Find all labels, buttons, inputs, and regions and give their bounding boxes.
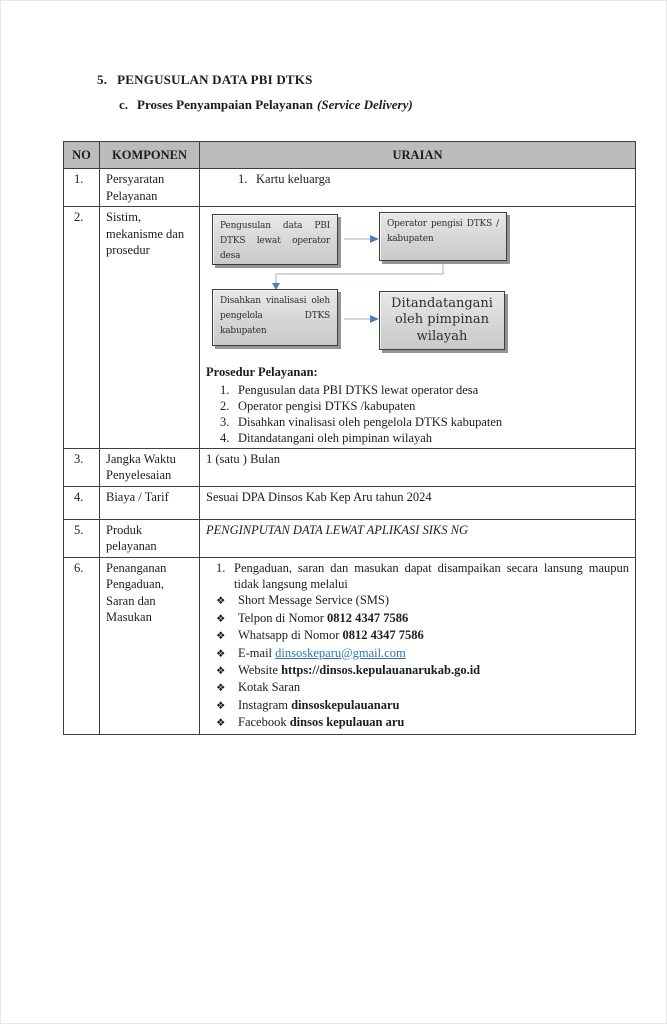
subsection-title <box>137 97 413 113</box>
list-item <box>216 560 629 593</box>
contact-label: Whatsapp di Nomor <box>238 628 343 643</box>
uraian-cell: PENGINPUTAN DATA LEWAT APLIKASI SIKS NG <box>200 519 636 557</box>
komponen-cell: Penanganan Pengaduan, Saran dan Masukan <box>100 557 200 734</box>
diamond-bullet-icon: ❖ <box>216 647 226 660</box>
table-row-sistim <box>64 207 636 449</box>
contact-value: dinsos kepulauan aru <box>289 715 405 730</box>
contact-text <box>238 662 480 679</box>
list-item-text: Pengaduan, saran dan masukan dapat disampaikan secara lansung maupun tidak langsung melalui <box>234 560 629 591</box>
prosedur-steps <box>206 382 629 446</box>
komponen-cell: Produk pelayanan <box>100 519 200 557</box>
row-number: 5. <box>64 519 100 557</box>
email-link[interactable]: dinsoskeparu@gmail.com <box>275 645 406 660</box>
komponen-cell: Persyaratan Pelayanan <box>100 169 200 207</box>
flow-box-pengusulan: Pengusulan data PBI DTKS lewat operator desa <box>212 214 338 265</box>
list-item-number: 1. <box>220 382 230 397</box>
contact-item-whatsapp <box>216 627 629 644</box>
table-row-penanganan <box>64 557 636 734</box>
contact-text <box>238 714 404 731</box>
table-row-produk <box>64 519 636 557</box>
diamond-bullet-icon: ❖ <box>216 664 226 677</box>
contact-text <box>238 610 408 627</box>
subsection-title-text: Proses Penyampaian Pelayanan <box>137 97 314 112</box>
komponen-cell: Jangka Waktu Penyelesaian <box>100 448 200 486</box>
list-item-text: Ditandatangani oleh pimpinan wilayah <box>238 430 433 445</box>
list-item <box>220 430 629 446</box>
col-header-no: NO <box>64 142 100 169</box>
row-number: 3. <box>64 448 100 486</box>
contact-label: Telpon di Nomor <box>238 610 328 625</box>
list-item-number: 3. <box>220 414 230 429</box>
contact-value: dinsoskepulauanaru <box>291 697 400 712</box>
website-url: https://dinsos.kepulauanarukab.go.id <box>281 662 481 677</box>
contact-value: 0812 4347 7586 <box>327 610 409 625</box>
komponen-cell: Sistim, mekanisme dan prosedur <box>100 207 200 449</box>
table-row-biaya <box>64 486 636 519</box>
contact-label: Website <box>238 662 282 677</box>
flow-arrow-2 <box>344 315 379 323</box>
uraian-cell: 1 (satu ) Bulan <box>200 448 636 486</box>
diamond-bullet-icon: ❖ <box>216 595 226 608</box>
list-item-number: 1. <box>216 560 226 575</box>
uraian-cell: Sesuai DPA Dinsos Kab Kep Aru tahun 2024 <box>200 486 636 519</box>
diamond-bullet-icon: ❖ <box>216 612 226 625</box>
diamond-bullet-icon: ❖ <box>216 717 226 730</box>
contact-item-kotak-saran <box>216 679 629 696</box>
row-number: 2. <box>64 207 100 449</box>
contact-item-instagram <box>216 697 629 714</box>
prosedur-heading: Prosedur Pelayanan: <box>206 365 318 379</box>
section-number: 5. <box>97 72 108 87</box>
contact-item-facebook <box>216 714 629 731</box>
procedure-flowchart <box>206 209 630 361</box>
list-item <box>220 382 629 398</box>
table-row-persyaratan <box>64 169 636 207</box>
list-item-number: 4. <box>220 430 230 445</box>
uraian-cell <box>200 207 636 449</box>
list-item-text: Kartu keluarga <box>256 172 331 186</box>
diamond-bullet-icon: ❖ <box>216 682 226 695</box>
flow-elbow-connector <box>272 264 443 290</box>
col-header-uraian: URAIAN <box>200 142 636 169</box>
contact-label: Short Message Service (SMS) <box>238 593 390 608</box>
uraian-cell <box>200 557 636 734</box>
contact-item-email <box>216 645 629 662</box>
contact-text <box>238 592 389 609</box>
list-item-text: Disahkan vinalisasi oleh pengelola DTKS kabupaten <box>238 414 503 429</box>
row-number: 1. <box>64 169 100 207</box>
list-item <box>220 398 629 414</box>
flow-box-disahkan: Disahkan vinalisasi oleh pengelola DTKS kabupaten <box>212 289 338 346</box>
contact-item-sms <box>216 592 629 609</box>
list-item <box>220 414 629 430</box>
contact-label: Kotak Saran <box>238 680 301 695</box>
contact-text <box>238 645 406 662</box>
flow-box-ditandatangani: Ditandatangani oleh pimpinan wilayah <box>379 291 505 350</box>
list-item <box>238 171 629 188</box>
table-row-jangka-waktu <box>64 448 636 486</box>
contact-item-telpon <box>216 610 629 627</box>
contact-text <box>238 679 300 696</box>
subsection-letter: c. <box>119 97 129 112</box>
col-header-komponen: KOMPONEN <box>100 142 200 169</box>
contact-label: Instagram <box>238 697 292 712</box>
subsection-heading <box>119 97 413 113</box>
list-item-number: 1. <box>238 172 248 186</box>
section-title: PENGUSULAN DATA PBI DTKS <box>117 72 313 87</box>
diamond-bullet-icon: ❖ <box>216 630 226 643</box>
row-number: 4. <box>64 486 100 519</box>
uraian-cell <box>200 169 636 207</box>
table-header-row <box>64 142 636 169</box>
contact-text <box>238 627 424 644</box>
subsection-title-italic: (Service Delivery) <box>317 97 413 112</box>
list-item-text: Pengusulan data PBI DTKS lewat operator desa <box>238 382 479 397</box>
section-heading <box>97 72 313 88</box>
list-item-number: 2. <box>220 398 230 413</box>
list-item-text: Operator pengisi DTKS /kabupaten <box>238 398 416 413</box>
diamond-bullet-icon: ❖ <box>216 699 226 712</box>
contact-label: Facebook <box>238 715 290 730</box>
flow-box-operator: Operator pengisi DTKS / kabupaten <box>379 212 507 261</box>
flow-arrow-1 <box>344 235 379 243</box>
row-number: 6. <box>64 557 100 734</box>
service-delivery-table <box>63 141 636 735</box>
contact-value: 0812 4347 7586 <box>342 628 424 643</box>
contact-text <box>238 697 400 714</box>
contact-label: E-mail <box>238 645 276 660</box>
komponen-cell: Biaya / Tarif <box>100 486 200 519</box>
contact-item-website <box>216 662 629 679</box>
